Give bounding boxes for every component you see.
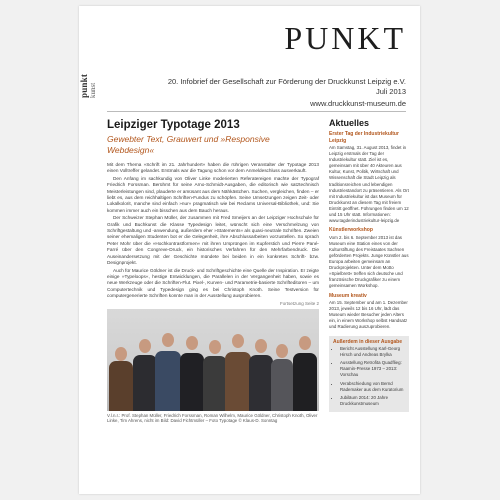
also-in-issue-title: Außerdem in dieser Ausgabe [333,338,402,345]
person-figure [180,331,204,411]
website-url: www.druckkunst-museum.de [310,99,406,108]
person-figure [293,331,317,411]
article-paragraph: Mit dem Thema »Schrift im 21. Jahrhundert« haben die rührigen Veranstalter der Typotage 2013 einen Volltreffer gelandet. Erstmals war die Tagung schon vor dem Anmeldeschluss ausverkauft. [107,162,319,174]
article-subhead: Gewebter Text, Grauwert und »Responsive Webdesign« [107,134,270,155]
person-head [299,336,311,350]
also-in-issue-list [333,346,405,407]
continued-note: Fortsetzung Seite 2 [279,300,319,306]
news-sidebar [329,118,409,412]
news-item-text: Vom 2. bis 6. September 2013 ist das Museum eine Station eines von der Kulturstiftung des Freistaates Sachsen geförderten Projekts. Junge Künstler aus Europa arbeiten gemeinsam an Druckprojekten. Unter dem Motto »Spielbrett« treffen sich deutsche und französische Druckgrafiker zu einem gemeinsamen Workshop. [329,234,409,289]
article-headline: Leipziger Typotage 2013 [107,119,240,131]
list-item: • Bericht Ausstellung Karl-Georg Hirsch und Andreas Brylka [340,346,405,358]
person-head [162,333,174,347]
article-paragraph: Auch für Maurice Göldner ist die Druck- und Schriftgeschichte eine Quelle der Inspiration. Er zeigte einige »Typeloops«, hestige Entwicklungen, die Parallelen in der Vergangenheit haben, sowie es neue Werkzeuge oder die Schriften-Flut. Pixel-, Kurven- und Parametrie-basierte Schrifteditoren – um Computertechnik und Typedesign ging es bei Christoph Knoth. Seine Testversion für computergenerierte Schriften konnte man in der Ausstellung ausprobieren. [107,267,319,299]
person-figure [109,339,133,411]
person-torso [180,353,204,411]
person-head [232,334,244,348]
person-figure [249,333,273,411]
news-item-text: Am 15. September und am 1. Dezember 2013, jeweils 12 bis 16 Uhr, lädt das Museum wieder Besucher jeden Alters ein, in einem Workshop selbst Handsatz und Radierung auszuprobieren. [329,300,408,330]
article-paragraph: Der Schweizer Stephan Müller, der zusammen mit Fred Smeijers an der Leipziger Hochschule für Grafik und Buchkunst die Klasse Typedesign leitet, wünscht sich eine Verschmelzung von Schriftgestaltung und -anwendung, außerdem eher »Statements« als quasi-neutrale Schriften. Zweien seiner ehemaligen Studenten bot er die Gelegenheit, ihre Abschlussarbeiten vorzustellen. So sprach Peter Mohr über die »Hochkontrastformen« mit ihren Ursprüngen im Kupferstich und Pierre Pané-Farré über den Congreve-Druck, ein historisches Verfahren für den Mehrfarbendruck. Die Auseinandersetzung mit der Geschichte mündete bei beiden in ein konkretes Schrift- bzw. Designprojekt. [107,215,319,266]
newsletter-subtitle: 20. Infobrief der Gesellschaft zur Förderung der Druckkunst Leipzig e.V. [167,77,406,86]
person-head [139,339,151,353]
logo-word-punkt: punkt [79,73,89,98]
list-item: • Ausstellung Retrofita Quadflieg: Raamin-Presse 1973 – 2013: Vorschau [340,360,405,378]
newsletter-title: PUNKT [284,20,406,56]
person-figure [155,329,181,411]
sidebar-heading: Aktuelles [329,118,370,128]
person-torso [155,351,181,411]
logo-word-kunst: kunst [89,82,97,98]
news-item-title: Museum kreativ [329,292,367,299]
news-item-title: Künstlerworkshop [329,227,373,234]
person-figure [225,330,251,411]
person-torso [293,353,317,411]
punkt-kunst-logo [79,40,102,110]
person-torso [249,355,273,411]
person-torso [225,352,251,411]
issue-date: Juli 2013 [375,87,406,96]
also-in-issue-box [329,336,409,412]
person-figure [133,333,157,411]
person-figure [203,334,227,411]
newsletter-page [79,6,420,494]
person-torso [109,361,133,411]
article-paragraph: Den Anfang im sachkundig von Oliver Linke moderierten Referatereigen machte der Typograf Friedrich Forssman. Berühmt für seine Arno-Schmidt-Ausgaben, die editorisch wie satztechnisch Meisterleistungen sind, plauderte er amüsant aus dem Nähkästchen. Suchen, vergleichen, finden – er liebt es, aus dem reichhaltigen Schriften-Fundus zu schöpfen. Seine Umsetzungen zeigen Zeit- oder Lokalkolorit, manche sind einfach »nur« pragmatisch wie bei Reclams Universal-Bibliothek, und: Sie kommen immer auch ein bisschen aus dem Bauch heraus. [107,175,319,213]
person-head [186,336,198,350]
photo-caption: V.l.n.r.: Prof. Stephan Müller, Friedrich Forssman, Roman Wilhelm, Maurice Göldner, Christoph Knoth, Oliver Linke, Tim Ahrens, nicht im Bild: David Fichtmüller – Foto Typotage © Klaus-D. Sonntag [107,412,318,424]
list-item: • Verabschiedung von Bernd Rademaker aus dem Kuratorium [340,381,405,393]
list-item: • Jubiläum 2014: 20 Jahre Druckkunstmuseum [340,395,405,407]
person-torso [271,359,293,411]
news-item-text: Am Samstag, 31. August 2013, findet in Leipzig erstmals der Tag der Industriekultur statt. Ziel ist es, gemeinsam mit über 40 Akteuren aus Kultur, Kunst, Politik, Wirtschaft und Wissenschaft die Stadt Leipzig als traditionsreichen und lebendigen Industriestandort zu präsentieren. Als Ort mit Industriekultur ist das Museum für Druckkunst an diesem Tag mit freiem Eintritt geöffnet. Führungen finden um 12 und 15 Uhr statt. Informationen: www.tagderindustriekultur-leipzig.de [329,145,409,224]
person-torso [203,356,227,411]
article-body [107,162,319,300]
person-head [209,340,221,354]
person-torso [133,355,157,411]
person-head [255,339,267,353]
group-photo [107,309,319,411]
person-head [276,344,288,358]
header-divider [107,111,406,112]
person-head [115,347,127,361]
person-figure [271,337,293,411]
main-article [107,118,319,424]
news-item-title: Erster Tag der Industriekultur Leipzig [329,131,399,144]
